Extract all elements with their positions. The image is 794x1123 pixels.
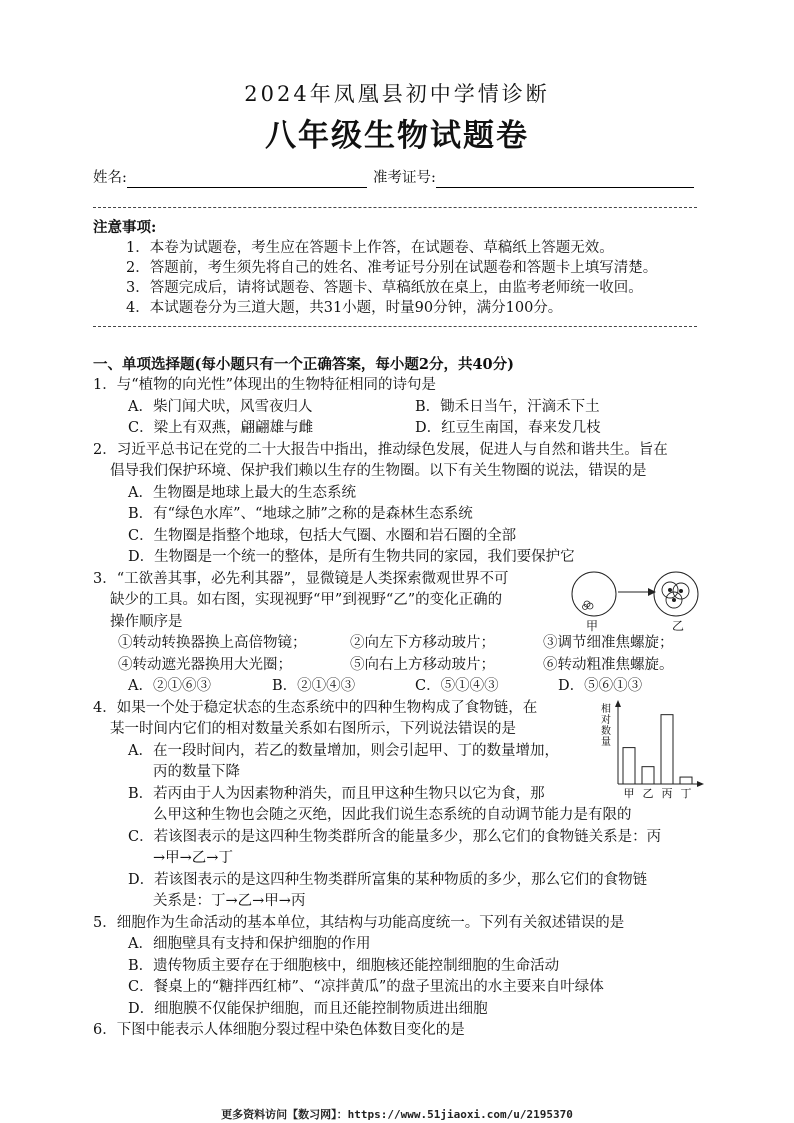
footer-link[interactable]: 更多资料访问【数习网】：https://www.51jiaoxi.com/u/2195370 <box>221 1108 573 1121</box>
notice-item: 4．本试题卷分为三道大题，共31小题，时量90分钟，满分100分。 <box>126 300 563 316</box>
q4-option-c: C．若该图表示的是这四种生物类群所含的能量多少，那么它们的食物链关系是：丙 <box>128 829 662 845</box>
q2-option-b: B．有“绿色水库”、“地球之肺”之称的是森林生态系统 <box>128 506 473 522</box>
q2-stem: 2．习近平总书记在党的二十大报告中指出，推动绿色发展，促进人与自然和谐共生。旨在 <box>93 442 668 458</box>
notice-heading: 注意事项: <box>93 219 157 236</box>
id-label: 准考证号: <box>373 170 436 186</box>
q5-stem: 5．细胞作为生命活动的基本单位，其结构与功能高度统一。下列有关叙述错误的是 <box>93 915 625 931</box>
q4-stem: 4．如果一个处于稳定状态的生态系统中的四种生物构成了食物链，在 <box>93 700 538 716</box>
q4-option-d-cont: 关系是：丁→乙→甲→丙 <box>153 893 306 909</box>
q3-step: ①转动转换器换上高倍物镜； <box>118 635 307 651</box>
x-tick-label: 丙 <box>661 787 673 800</box>
q3-step: ④转动遮光器换用大光圈； <box>118 657 292 673</box>
chart-ylabel <box>601 702 611 748</box>
divider-bottom <box>93 326 697 327</box>
q3-option-a: A．②①⑥③ <box>128 678 211 694</box>
q5-option-c: C．餐桌上的“糖拌西红柿”、“凉拌黄瓜”的盘子里流出的水主要来自叶绿体 <box>128 979 604 995</box>
q2-option-d: D．生物圈是一个统一的整体，是所有生物共同的家园，我们要保护它 <box>128 549 575 565</box>
x-tick-label: 甲 <box>623 787 635 800</box>
bar-0 <box>623 748 635 784</box>
notice-item: 3．答题完成后，请将试题卷、答题卡、草稿纸放在桌上，由监考老师统一收回。 <box>126 280 643 296</box>
section-heading: 一、单项选择题(每小题只有一个正确答案，每小题2分，共40分) <box>93 356 514 373</box>
q3-step: ③调节细准焦螺旋； <box>543 635 674 651</box>
q3-step: ⑤向右上方移动玻片； <box>350 657 495 673</box>
q5-option-d: D．细胞膜不仅能保护细胞，而且还能控制物质进出细胞 <box>128 1001 488 1017</box>
q3-stem: 3．“工欲善其事，必先利其器”，显微镜是人类探索微观世界不可 <box>93 571 509 587</box>
y-axis-arrow-icon <box>615 700 621 707</box>
y-label-char: 对 <box>601 715 611 726</box>
bar-1 <box>642 767 654 784</box>
q6-stem: 6．下图中能表示人体细胞分裂过程中染色体数目变化的是 <box>93 1022 465 1038</box>
q3-option-c: C．⑤①④③ <box>415 678 499 694</box>
q2-stem-cont: 倡导我们保护环境、保护我们赖以生存的生物圈。以下有关生物圈的说法，错误的是 <box>110 463 647 479</box>
q2-option-a: A．生物圈是地球上最大的生态系统 <box>128 485 356 501</box>
q1-option-d: D．红豆生南国，春来发几枝 <box>415 420 601 436</box>
y-label-char: 相 <box>601 704 611 715</box>
q3-step: ⑥转动粗准焦螺旋。 <box>543 657 674 673</box>
exam-title: 2024年凤凰县初中学情诊断 <box>244 82 550 106</box>
notice-item: 1．本卷为试题卷，考生应在答题卡上作答，在试题卷、草稿纸上答题无效。 <box>126 240 614 256</box>
q3-step: ②向左下方移动玻片； <box>350 635 495 651</box>
name-field-row <box>93 168 367 188</box>
y-label-char: 量 <box>601 737 611 748</box>
fig-label-yi: 乙 <box>672 619 685 633</box>
fig-label-jia: 甲 <box>586 619 599 633</box>
q3-stem-cont: 操作顺序是 <box>110 614 183 630</box>
name-blank <box>127 171 367 188</box>
q1-option-a: A．柴门闻犬吠，风雪夜归人 <box>128 399 313 415</box>
q2-option-c: C．生物圈是指整个地球，包括大气圈、水圈和岩石圈的全部 <box>128 528 517 544</box>
divider-top <box>93 207 697 208</box>
q4-option-a: A．在一段时间内，若乙的数量增加，则会引起甲、丁的数量增加， <box>128 743 559 759</box>
view-circle-jia <box>572 572 616 616</box>
relative-quantity-chart <box>598 700 704 800</box>
q4-option-d: D．若该图表示的是这四种生物类群所富集的某种物质的多少，那么它们的食物链 <box>128 872 648 888</box>
name-label: 姓名: <box>93 170 127 186</box>
q4-option-a-cont: 丙的数量下降 <box>153 764 240 780</box>
y-label-char: 数 <box>601 726 611 737</box>
q3-option-b: B．②①④③ <box>272 678 356 694</box>
view-circle-yi <box>654 572 698 616</box>
q1-stem: 1．与“植物的向光性”体现出的生物特征相同的诗句是 <box>93 377 437 393</box>
q4-option-b-cont: 么甲这种生物也会随之灭绝，因此我们说生态系统的自动调节能力是有限的 <box>153 807 632 823</box>
q3-option-d: D．⑤⑥①③ <box>558 678 643 694</box>
notice-item: 2．答题前，考生须先将自己的姓名、准考证号分别在试题卷和答题卡上填写清楚。 <box>126 260 658 276</box>
q1-option-b: B．锄禾日当午，汗滴禾下土 <box>415 399 600 415</box>
x-tick-label: 丁 <box>680 787 692 800</box>
q4-stem-cont: 某一时间内它们的相对数量关系如右图所示，下列说法错误的是 <box>110 721 516 737</box>
q5-option-a: A．细胞壁具有支持和保护细胞的作用 <box>128 936 371 952</box>
x-tick-label: 乙 <box>642 787 654 800</box>
id-blank <box>436 171 694 188</box>
q5-option-b: B．遗传物质主要存在于细胞核中，细胞核还能控制细胞的生命活动 <box>128 958 560 974</box>
q4-option-b: B．若丙由于人为因素物种消失，而且甲这种生物只以它为食，那 <box>128 786 545 802</box>
bar-3 <box>680 777 692 784</box>
bar-2 <box>661 715 673 784</box>
q3-stem-cont: 缺少的工具。如右图，实现视野“甲”到视野“乙”的变化正确的 <box>110 592 503 608</box>
q1-option-c: C．梁上有双燕，翩翩雄与雌 <box>128 420 314 436</box>
x-axis-arrow-icon <box>697 781 704 787</box>
exam-subtitle: 八年级生物试题卷 <box>265 118 529 154</box>
id-field-row <box>373 168 694 188</box>
q4-option-c-cont: →甲→乙→丁 <box>153 850 233 866</box>
